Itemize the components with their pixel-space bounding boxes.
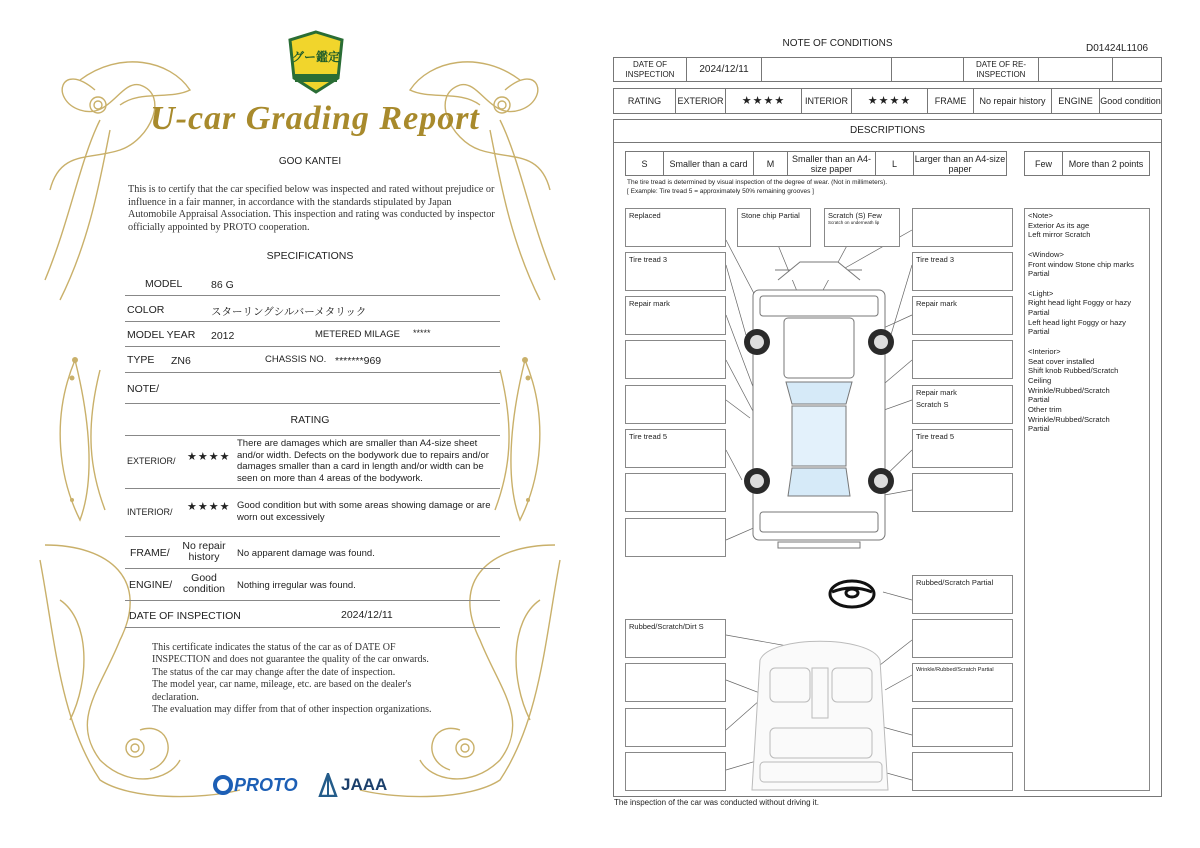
note-box-stone-chip: Stone chip Partial — [737, 208, 811, 247]
proto-logo-icon — [212, 774, 234, 796]
note-box-empty — [625, 663, 726, 702]
notes-spacer — [1028, 337, 1146, 347]
exterior-rating-row — [125, 436, 500, 489]
note-box-repair-left: Repair mark — [625, 296, 726, 335]
certification-statement: This is to certify that the car specified below was inspected and rated without prejudice or influence in a fair manner, in accordance with the standards stipulated by Japan Automobile Appraisal Association. This inspection and rating was conducted by inspector officially appointed by PROTO cooperation. — [128, 184, 495, 233]
mileage-value: ***** — [413, 328, 431, 338]
type-row — [125, 347, 500, 373]
repair-scratch-line-2: Scratch S — [916, 400, 949, 409]
scratch-sublabel: Scratch on underneath lip — [828, 220, 880, 225]
exterior-stars: ★★★★ — [726, 89, 802, 113]
rating-heading: RATING — [290, 414, 330, 426]
interior-rating-row — [125, 489, 500, 537]
legend-s: S — [626, 152, 664, 175]
notes-line: Seat cover installed — [1028, 356, 1095, 366]
note-box-tire-rear-left: Tire tread 5 — [625, 429, 726, 468]
interior-description: Good condition but with some areas showing damage or are worn out excessively — [237, 500, 491, 523]
proto-logo — [212, 772, 312, 798]
footer-line: The status of the car may change after the date of inspection. — [152, 666, 396, 678]
tread-note-1: The tire tread is determined by visual inspection of the degree of wear. (Not in millimeters). — [627, 179, 888, 186]
chassis-label: CHASSIS NO. — [265, 354, 327, 365]
legend-m-text: Smaller than an A4-size paper — [788, 152, 876, 175]
note-box-empty — [625, 340, 726, 379]
report-title: U-car Grading Report — [150, 100, 480, 137]
condition-notes-list — [1024, 208, 1150, 791]
model-row — [125, 270, 500, 296]
notes-spacer — [1028, 240, 1146, 250]
note-box-trim: Wrinkle/Rubbed/Scratch Partial — [912, 663, 1013, 702]
tread-note-2: [ Example: Tire tread 5 = approximately 50% remaining grooves ] — [627, 188, 814, 195]
note-box-repair-scratch — [912, 385, 1013, 424]
engine-value: Good condition — [182, 572, 226, 595]
note-box-empty — [912, 340, 1013, 379]
note-box-seat: Rubbed/Scratch/Dirt S — [625, 619, 726, 658]
note-box-tire-front-left: Tire tread 3 — [625, 252, 726, 291]
rating-label: RATING — [614, 89, 676, 113]
note-box-empty — [912, 708, 1013, 747]
note-box-empty — [912, 752, 1013, 791]
scratch-label: Scratch (S) Few — [828, 211, 882, 220]
exterior-stars: ★★★★ — [187, 451, 231, 463]
rating-divider — [125, 426, 500, 436]
legend-few-text: More than 2 points — [1068, 158, 1144, 169]
note-box-repair-right: Repair mark — [912, 296, 1013, 335]
note-of-conditions-sheet — [600, 0, 1200, 848]
engine-label: ENGINE — [1052, 89, 1100, 113]
exterior-description: There are damages which are smaller than A4-size sheet and/or width. Defects on the bodywork due to repairs and/or damages smaller than a card in length and/or width can be seen on more than 4 areas of the bodywork. — [237, 438, 489, 484]
exterior-label: EXTERIOR/ — [127, 456, 176, 466]
legend-s-text: Smaller than a card — [664, 152, 754, 175]
date-inspection-value: 2024/12/11 — [687, 58, 762, 81]
footer-line: INSPECTION and does not guarantee the quality of the car onwards. — [152, 654, 429, 666]
frame-description: No apparent damage was found. — [237, 548, 375, 559]
notes-line: Other trim — [1028, 405, 1062, 415]
note-box-empty — [625, 708, 726, 747]
notes-line: <Light> — [1028, 288, 1054, 298]
color-value: スターリングシルバーメタリック — [211, 306, 367, 318]
date-row — [125, 601, 500, 628]
notes-line: Right head light Foggy or hazy — [1028, 298, 1131, 308]
model-label: MODEL — [145, 278, 183, 290]
notes-line: Partial — [1028, 327, 1050, 337]
notes-line: Front window Stone chip marks — [1028, 259, 1134, 269]
note-box-scratch — [824, 208, 900, 247]
interior-label: INTERIOR/ — [127, 507, 173, 517]
notes-line: Wrinkle/Rubbed/Scratch — [1028, 385, 1110, 395]
note-box-empty — [912, 619, 1013, 658]
note-box-empty — [625, 473, 726, 512]
interior-stars: ★★★★ — [852, 89, 928, 113]
model-value: 86 G — [211, 279, 234, 291]
color-row — [125, 296, 500, 322]
model-year-row — [125, 322, 500, 347]
badge-text: グー鑑定 — [291, 50, 340, 64]
interior-stars: ★★★★ — [187, 501, 231, 513]
model-year-value: 2012 — [211, 330, 235, 342]
type-value: ZN6 — [171, 355, 191, 367]
proto-logo-text: PROTO — [234, 774, 298, 795]
note-box-replaced: Replaced — [625, 208, 726, 247]
footer-line: The model year, car name, mileage, etc. are based on the dealer's — [152, 679, 412, 691]
notes-line: Partial — [1028, 424, 1050, 434]
certificate-footer — [152, 642, 492, 716]
interior-label: INTERIOR — [802, 89, 852, 113]
report-subtitle: GOO KANTEI — [278, 156, 342, 167]
document-id: D01424L1106 — [1086, 43, 1149, 54]
conditions-footer: The inspection of the car was conducted without driving it. — [614, 798, 819, 807]
footer-line: declaration. — [152, 691, 199, 703]
type-label: TYPE — [127, 354, 155, 366]
note-of-conditions-heading: NOTE OF CONDITIONS — [782, 38, 893, 49]
jaaa-logo-text: JAAA — [341, 775, 388, 794]
engine-value: Good condition — [1100, 96, 1161, 106]
note-box-empty — [912, 473, 1013, 512]
exterior-label: EXTERIOR — [676, 89, 726, 113]
date-inspection-label: DATE OF INSPECTION — [614, 58, 687, 81]
frame-value: No repair history — [974, 89, 1052, 113]
notes-line: <Interior> — [1028, 346, 1061, 356]
descriptions-heading: DESCRIPTIONS — [613, 119, 1162, 143]
note-box-steering: Rubbed/Scratch Partial — [912, 575, 1013, 614]
model-year-label: MODEL YEAR — [127, 329, 196, 341]
frame-value: No repair history — [182, 540, 226, 563]
frame-label: FRAME — [928, 89, 974, 113]
note-row — [125, 373, 500, 404]
notes-line: Wrinkle/Rubbed/Scratch — [1028, 414, 1110, 424]
legend-l: L — [876, 152, 914, 175]
legend-l-text: Larger than an A4-size paper — [914, 153, 1006, 174]
date-label: DATE OF INSPECTION — [129, 610, 241, 622]
notes-line: Exterior As its age — [1028, 220, 1090, 230]
note-box-empty — [625, 752, 726, 791]
notes-line: Partial — [1028, 269, 1050, 279]
notes-spacer — [1028, 279, 1146, 289]
frame-label: FRAME/ — [130, 547, 170, 559]
specifications-heading: SPECIFICATIONS — [266, 250, 354, 262]
note-box-empty — [912, 208, 1013, 247]
footer-line: The evaluation may differ from that of other inspection organizations. — [152, 704, 432, 716]
notes-line: Partial — [1028, 308, 1050, 317]
notes-line: Left head light Foggy or hazy — [1028, 317, 1126, 327]
repair-scratch-line-1: Repair mark — [916, 388, 957, 397]
jaaa-logo-icon — [318, 773, 338, 797]
date-value: 2024/12/11 — [341, 609, 393, 621]
notes-line: Ceiling — [1028, 375, 1052, 385]
note-label: NOTE/ — [127, 383, 160, 395]
mileage-label: METERED MILAGE — [315, 329, 400, 340]
notes-line: Shift knob Rubbed/Scratch — [1028, 366, 1119, 376]
notes-line: Left mirror Scratch — [1028, 230, 1091, 240]
notes-line: <Window> — [1028, 249, 1064, 259]
chassis-value: *******969 — [335, 355, 382, 367]
engine-label: ENGINE/ — [129, 579, 173, 591]
reinspection-label: DATE OF RE-INSPECTION — [964, 58, 1039, 81]
note-box-tire-rear-right: Tire tread 5 — [912, 429, 1013, 468]
note-box-empty — [625, 518, 726, 557]
engine-rating-row — [125, 569, 500, 601]
legend-m: M — [754, 152, 788, 175]
footer-line: This certificate indicates the status of the car as of DATE OF — [152, 642, 396, 653]
color-label: COLOR — [127, 304, 165, 316]
legend-few: Few — [1025, 152, 1063, 175]
jaaa-logo — [318, 772, 398, 798]
note-box-empty — [625, 385, 726, 424]
notes-line: <Note> — [1028, 211, 1053, 220]
notes-line: Partial — [1028, 395, 1050, 405]
note-box-tire-front-right: Tire tread 3 — [912, 252, 1013, 291]
frame-rating-row — [125, 537, 500, 569]
engine-description: Nothing irregular was found. — [237, 580, 356, 591]
